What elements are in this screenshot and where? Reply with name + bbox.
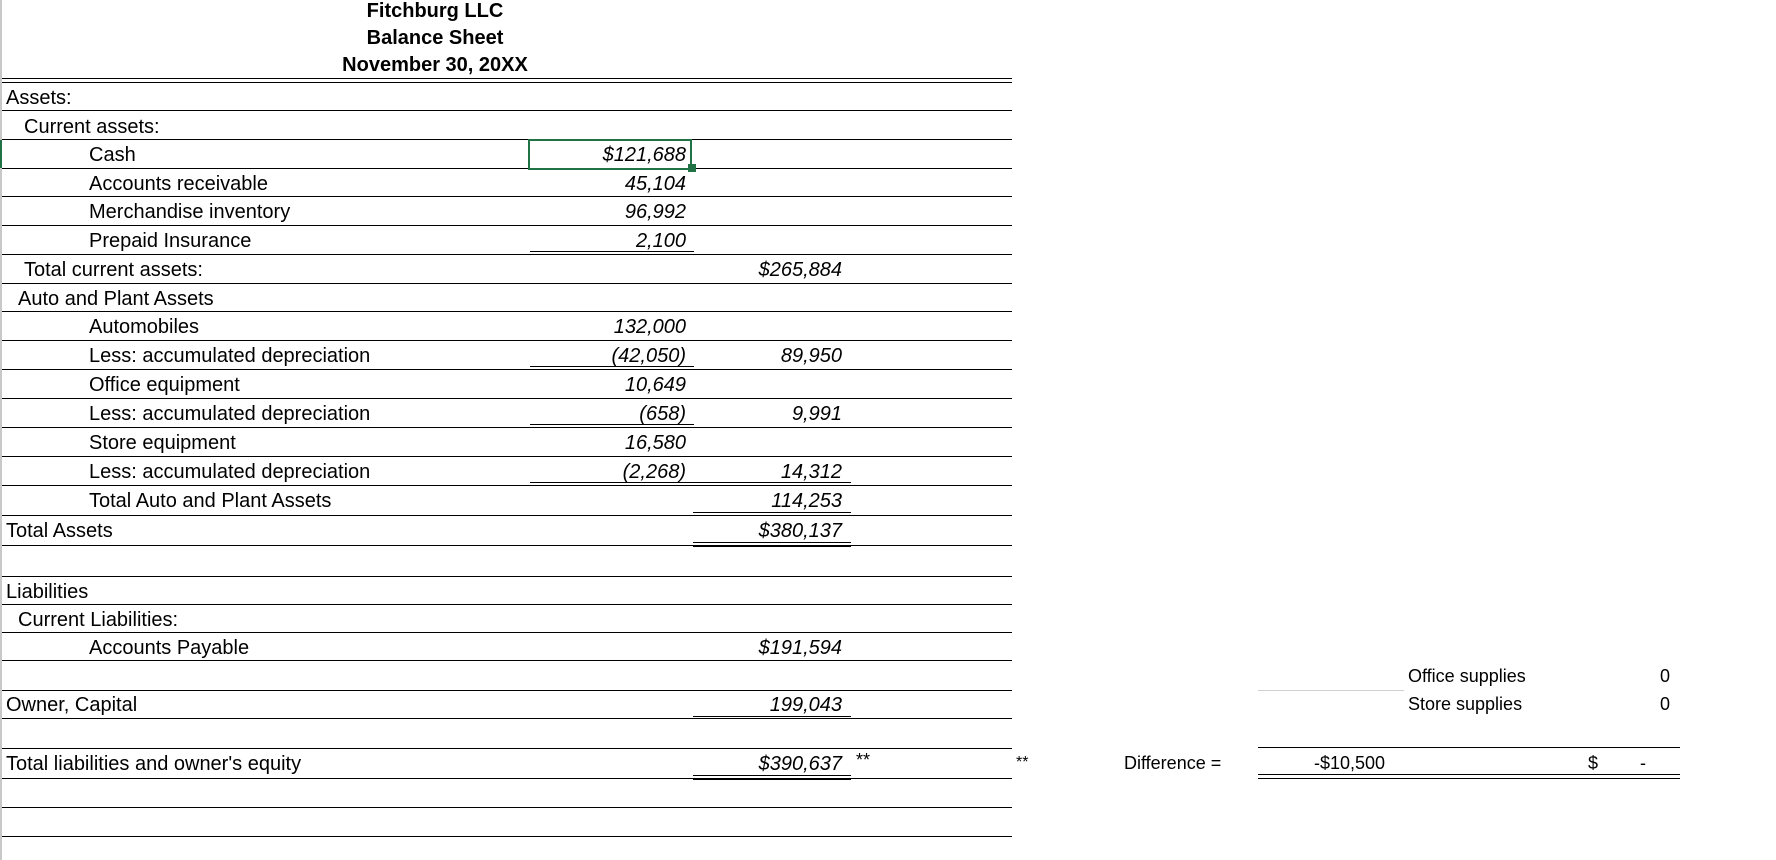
row-line [2,427,1012,428]
row-line [2,110,1012,111]
office-equipment-label: Office equipment [89,374,240,396]
header-double-rule-top [2,78,1012,79]
row-line [2,283,1012,284]
row-line [2,456,1012,457]
total-double-underline-2 [693,779,851,780]
store-depreciation-value[interactable]: (2,268) [622,461,686,483]
row-line [2,660,1012,661]
store-equipment-value[interactable]: 16,580 [624,432,686,454]
plant-assets-heading: Auto and Plant Assets [18,288,214,310]
auto-depreciation-label: Less: accumulated depreciation [89,345,371,367]
auto-depreciation-value[interactable]: (42,050) [611,345,686,367]
automobiles-label: Automobiles [89,316,200,338]
auto-net-value[interactable]: 89,950 [780,345,842,367]
total-current-assets-value[interactable]: $265,884 [758,259,842,281]
inventory-value[interactable]: 96,992 [624,201,686,223]
office-depreciation-label: Less: accumulated depreciation [89,403,371,425]
row-line [2,807,1012,808]
fill-handle[interactable] [688,164,696,172]
total-mark: ** [856,750,871,770]
accounts-payable-label: Accounts Payable [89,637,250,659]
right-double-rule-top [1258,774,1680,775]
cash-value[interactable]: $121,688 [602,144,686,166]
row-line [2,515,1012,516]
store-net-value[interactable]: 14,312 [780,461,842,483]
row-line [2,254,1012,255]
row-line [2,196,1012,197]
assets-heading: Assets: [6,87,72,109]
row-line [2,369,1012,370]
difference-label: Difference = [1124,753,1222,773]
row-line [2,225,1012,226]
row-line [2,311,1012,312]
office-equipment-value[interactable]: 10,649 [624,374,686,396]
accounts-receivable-value[interactable]: 45,104 [624,173,686,195]
dollar-sign: $ [1588,753,1599,773]
row-line [2,485,1012,486]
current-liabilities-heading: Current Liabilities: [18,609,179,631]
store-supplies-label: Store supplies [1408,694,1523,714]
liabilities-heading: Liabilities [6,581,89,603]
row-line [2,604,1012,605]
row-line [2,576,1012,577]
statement-date: November 30, 20XX [342,54,528,76]
store-depreciation-label: Less: accumulated depreciation [89,461,371,483]
total-double-underline-2 [693,546,851,547]
row-line [2,398,1012,399]
owner-capital-label: Owner, Capital [6,694,138,716]
total-plant-assets-label: Total Auto and Plant Assets [89,490,332,512]
inventory-label: Merchandise inventory [89,201,291,223]
current-assets-heading: Current assets: [24,116,160,138]
office-supplies-value[interactable]: 0 [1660,666,1671,686]
office-supplies-label: Office supplies [1408,666,1526,686]
total-plant-assets-value[interactable]: 114,253 [771,490,842,512]
difference-mark: ** [1016,754,1029,771]
header-double-rule-bottom [2,82,1012,83]
total-assets-value[interactable]: $380,137 [758,520,842,542]
store-supplies-value[interactable]: 0 [1660,694,1671,714]
row-line [2,340,1012,341]
total-liabilities-equity-label: Total liabilities and owner's equity [6,753,302,775]
row-line [2,690,1012,691]
cash-label: Cash [89,144,136,166]
accounts-receivable-label: Accounts receivable [89,173,268,195]
row-line [2,545,1012,546]
row-line [2,168,1012,169]
accounts-payable-value[interactable]: $191,594 [758,637,842,659]
office-depreciation-value[interactable]: (658) [639,403,686,425]
row-line [2,718,1012,719]
statement-title: Balance Sheet [366,27,504,49]
prepaid-insurance-label: Prepaid Insurance [89,230,252,252]
row-line [2,778,1012,779]
automobiles-value[interactable]: 132,000 [613,316,686,338]
total-assets-label: Total Assets [6,520,113,542]
owner-capital-value[interactable]: 199,043 [769,694,842,716]
row-line [2,836,1012,837]
sheet-left-edge [0,0,2,860]
dash-value: - [1640,753,1646,773]
store-equipment-label: Store equipment [89,432,236,454]
office-net-value[interactable]: 9,991 [791,403,842,425]
total-current-assets-label: Total current assets: [24,259,203,281]
faint-cell-line [1258,690,1404,691]
row-line [2,139,1012,140]
company-name: Fitchburg LLC [366,0,504,22]
right-row-line [1258,747,1680,748]
total-liabilities-equity-value[interactable]: $390,637 [758,753,842,775]
difference-value[interactable]: -$10,500 [1314,753,1386,773]
selected-row-indicator [0,140,2,168]
right-double-rule-bottom [1258,778,1680,779]
row-line [2,632,1012,633]
prepaid-insurance-value[interactable]: 2,100 [635,230,686,252]
